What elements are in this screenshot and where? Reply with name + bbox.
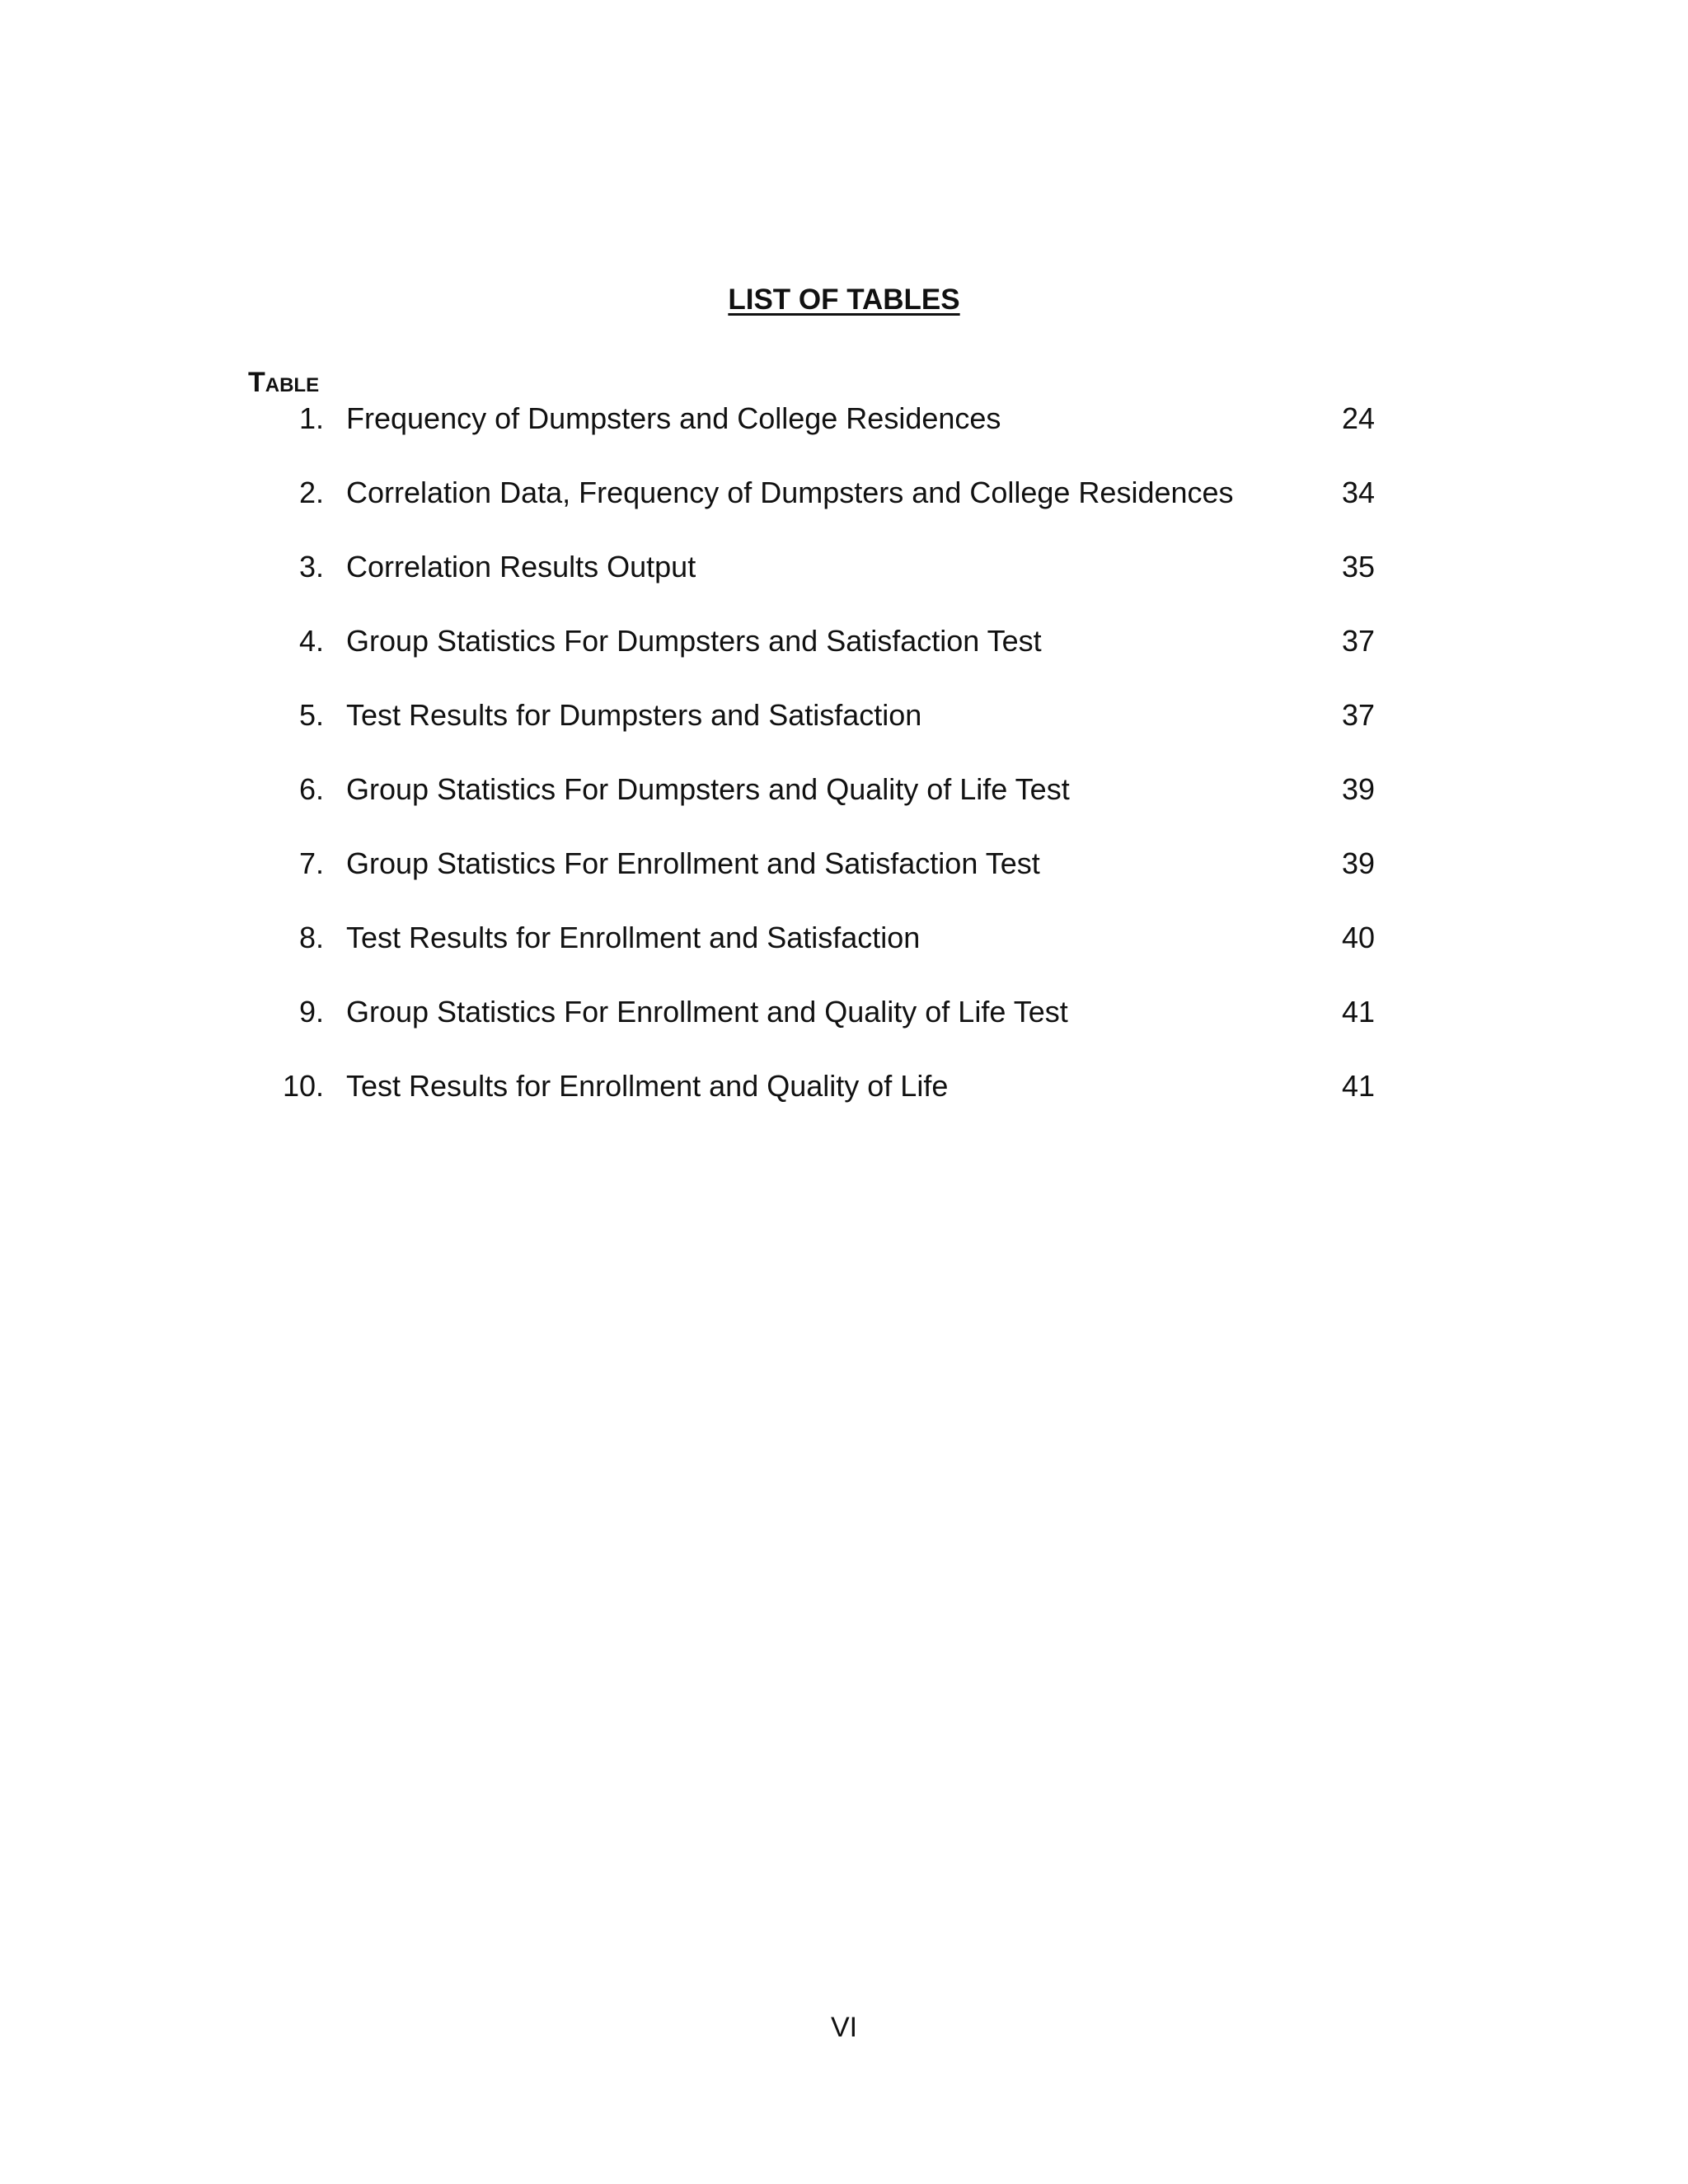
table-of-contents-list — [0, 394, 1688, 1136]
toc-entry-title: Group Statistics For Dumpsters and Satisfaction Test — [346, 624, 1042, 658]
toc-entry-title: Correlation Data, Frequency of Dumpsters and College Residences — [346, 476, 1234, 509]
toc-entry-title: Test Results for Dumpsters and Satisfaction — [346, 698, 922, 732]
toc-entry — [0, 468, 1688, 542]
toc-entry-title: Correlation Results Output — [346, 550, 696, 583]
toc-entry-page: 35 — [1341, 550, 1375, 583]
toc-entry-page: 34 — [1341, 476, 1375, 509]
toc-entry-title: Group Statistics For Enrollment and Quality of Life Test — [346, 995, 1068, 1029]
toc-entry-page: 37 — [1341, 698, 1375, 732]
toc-entry-page: 41 — [1341, 1069, 1375, 1103]
toc-entry-title: Frequency of Dumpsters and College Residences — [346, 401, 1001, 435]
toc-entry-number: 3. — [298, 550, 324, 583]
toc-entry — [0, 542, 1688, 616]
toc-entry-number: 10. — [282, 1069, 324, 1103]
toc-entry — [0, 765, 1688, 839]
toc-entry-page: 24 — [1341, 401, 1375, 435]
toc-entry-number: 9. — [298, 995, 324, 1029]
toc-entry — [0, 394, 1688, 468]
toc-entry — [0, 691, 1688, 765]
toc-entry-number: 7. — [298, 846, 324, 880]
toc-entry-title: Group Statistics For Enrollment and Satisfaction Test — [346, 846, 1040, 880]
toc-entry-number: 5. — [298, 698, 324, 732]
footer-page-number: VI — [830, 2012, 858, 2043]
toc-entry-page: 37 — [1341, 624, 1375, 658]
toc-entry — [0, 839, 1688, 913]
toc-entry-page: 39 — [1341, 846, 1375, 880]
toc-entry — [0, 987, 1688, 1062]
page-title: LIST OF TABLES — [728, 284, 960, 316]
toc-entry — [0, 913, 1688, 987]
toc-entry-page: 41 — [1341, 995, 1375, 1029]
toc-entry-title: Group Statistics For Dumpsters and Quality of Life Test — [346, 772, 1070, 806]
toc-entry-number: 6. — [298, 772, 324, 806]
toc-entry-number: 1. — [298, 401, 324, 435]
toc-entry-page: 39 — [1341, 772, 1375, 806]
toc-entry — [0, 616, 1688, 691]
toc-entry-number: 8. — [298, 921, 324, 954]
toc-entry-title: Test Results for Enrollment and Quality of Life — [346, 1069, 949, 1103]
toc-entry — [0, 1062, 1688, 1136]
section-label-table: Table — [248, 367, 320, 398]
toc-entry-title: Test Results for Enrollment and Satisfaction — [346, 921, 921, 954]
toc-entry-page: 40 — [1341, 921, 1375, 954]
toc-entry-number: 2. — [298, 476, 324, 509]
toc-entry-number: 4. — [298, 624, 324, 658]
